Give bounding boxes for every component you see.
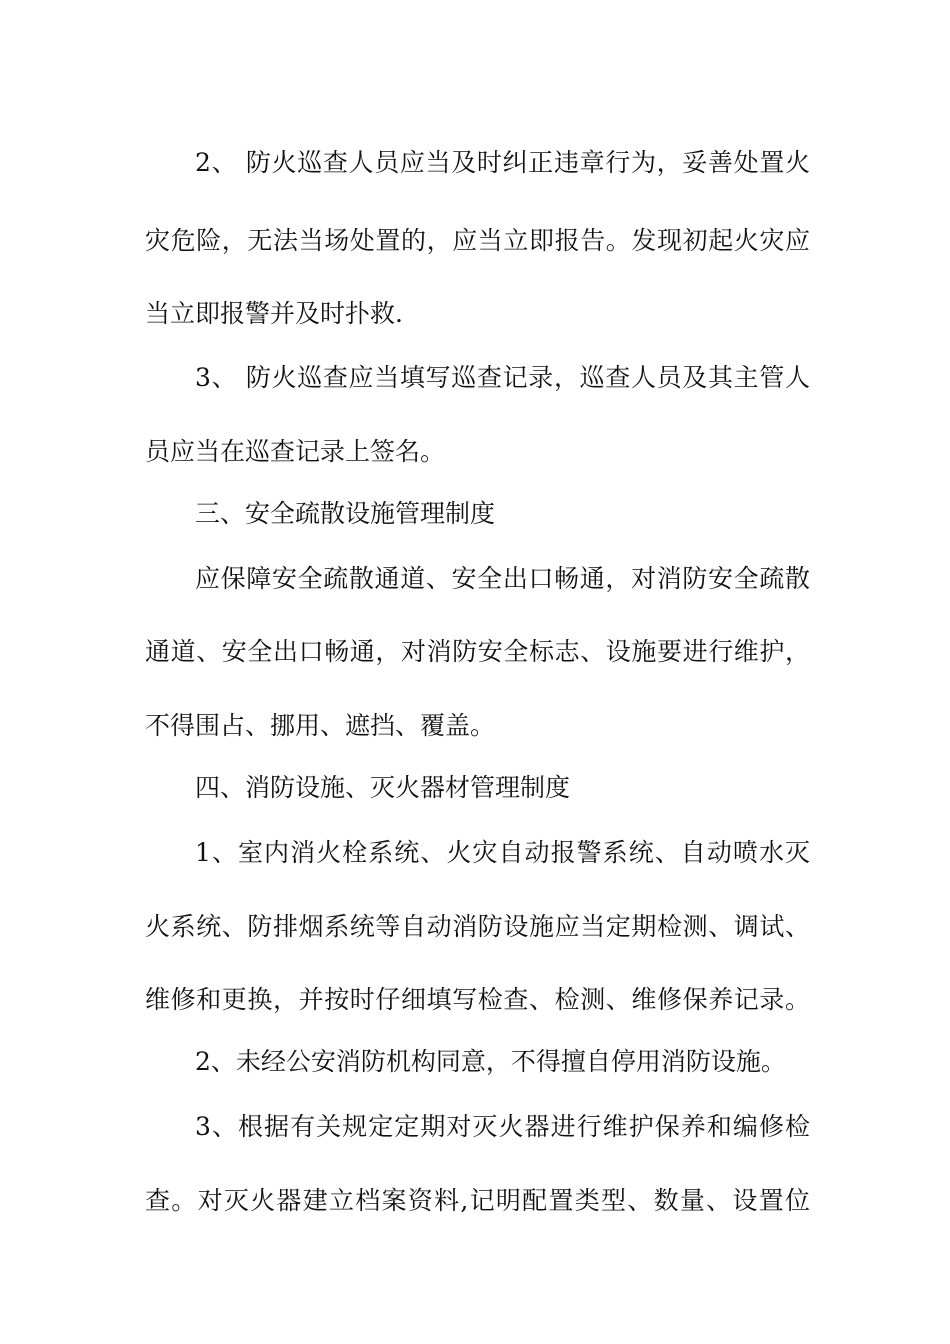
item-3-line-1: 3、 防火巡查应当填写巡查记录，巡查人员及其主管人 [195, 363, 810, 392]
section-heading-evacuation: 三、安全疏散设施管理制度 [195, 499, 496, 528]
equipment-item-3-line-2: 查。对灭火器建立档案资料,记明配置类型、数量、设置位 [145, 1186, 810, 1215]
evacuation-paragraph-line-1: 应保障安全疏散通道、安全出口畅通，对消防安全疏散 [195, 564, 810, 593]
equipment-item-1-line-3: 维修和更换，并按时仔细填写检查、检测、维修保养记录。 [145, 985, 810, 1014]
item-2-line-3: 当立即报警并及时扑救. [145, 299, 403, 328]
section-heading-fire-equipment: 四、消防设施、灭火器材管理制度 [195, 773, 571, 802]
equipment-item-1-line-1: 1、室内消火栓系统、火灾自动报警系统、自动喷水灭 [195, 838, 810, 867]
equipment-item-1-line-2: 火系统、防排烟系统等自动消防设施应当定期检测、调试、 [145, 912, 810, 941]
item-3-line-2: 员应当在巡查记录上签名。 [145, 437, 446, 466]
item-2-line-2: 灾危险，无法当场处置的，应当立即报告。发现初起火灾应 [145, 226, 810, 255]
evacuation-paragraph-line-3: 不得围占、挪用、遮挡、覆盖。 [145, 711, 496, 740]
item-2-line-1: 2、 防火巡查人员应当及时纠正违章行为，妥善处置火 [195, 148, 810, 177]
equipment-item-3-line-1: 3、根据有关规定定期对灭火器进行维护保养和编修检 [195, 1112, 810, 1141]
evacuation-paragraph-line-2: 通道、安全出口畅通，对消防安全标志、设施要进行维护， [145, 637, 810, 666]
equipment-item-2: 2、未经公安消防机构同意，不得擅自停用消防设施。 [195, 1047, 786, 1076]
